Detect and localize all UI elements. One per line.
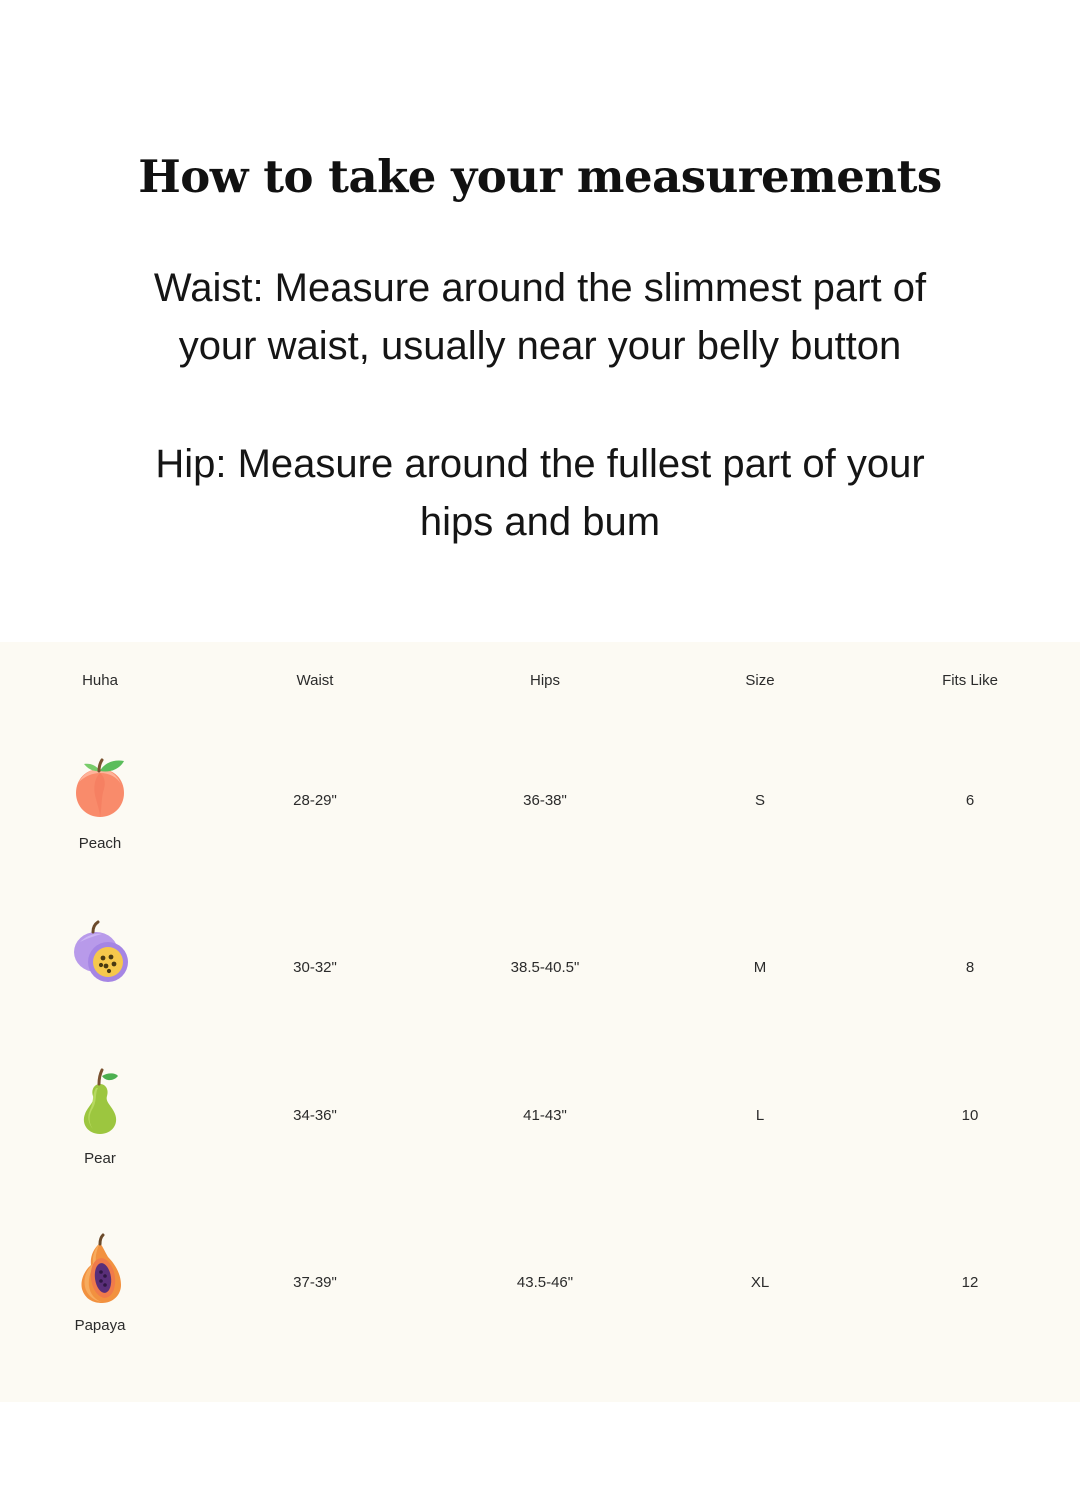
cell-size: S: [754, 791, 765, 809]
fruit-label: Pear: [84, 1149, 116, 1167]
fruit-label: Peach: [78, 834, 122, 852]
table-body: [0, 707, 1080, 1375]
size-chart-panel: [0, 642, 1080, 1402]
cell-waist: 28-29": [293, 791, 337, 809]
table-row: [0, 893, 1080, 1041]
papaya-icon: [60, 1231, 140, 1311]
fruit-label: Papaya: [74, 1316, 126, 1334]
column-header-size: Size: [745, 672, 775, 689]
fruit-cell-passionfruit: [0, 893, 200, 1041]
fruit-cell-peach: [0, 707, 200, 893]
pear-icon: [60, 1064, 140, 1144]
table-row: [0, 1189, 1080, 1375]
table-row: [0, 1041, 1080, 1189]
cell-hips: 41-43": [523, 1106, 567, 1124]
cell-fits-like: 10: [961, 1106, 979, 1124]
table-header: [0, 642, 1080, 707]
cell-waist: 30-32": [293, 958, 337, 976]
cell-fits-like: 6: [965, 791, 975, 809]
column-header-huha: Huha: [82, 672, 118, 689]
cell-size: M: [753, 958, 767, 976]
fruit-cell-pear: [0, 1041, 200, 1189]
page-title: How to take your measurements: [138, 150, 942, 203]
column-header-hips: Hips: [529, 672, 560, 689]
cell-size: L: [755, 1106, 765, 1124]
table-header-row: [0, 642, 1080, 707]
passionfruit-icon: [60, 916, 140, 996]
column-header-fits-like: Fits Like: [942, 672, 998, 689]
cell-hips: 36-38": [523, 791, 567, 809]
cell-waist: 34-36": [293, 1106, 337, 1124]
cell-fits-like: 12: [961, 1273, 979, 1291]
waist-instruction: Waist: Measure around the slimmest part of your waist, usually near your belly button: [153, 266, 927, 368]
hip-instruction: Hip: Measure around the fullest part of your hips and bum: [155, 442, 925, 544]
table-row: [0, 707, 1080, 893]
cell-waist: 37-39": [293, 1273, 337, 1291]
cell-fits-like: 8: [965, 958, 975, 976]
column-header-waist: Waist: [296, 672, 334, 689]
cell-size: XL: [750, 1273, 770, 1291]
cell-hips: 38.5-40.5": [510, 958, 580, 976]
cell-hips: 43.5-46": [516, 1273, 574, 1291]
size-chart-table: [0, 642, 1080, 1375]
fruit-cell-papaya: [0, 1189, 200, 1375]
peach-icon: [60, 749, 140, 829]
